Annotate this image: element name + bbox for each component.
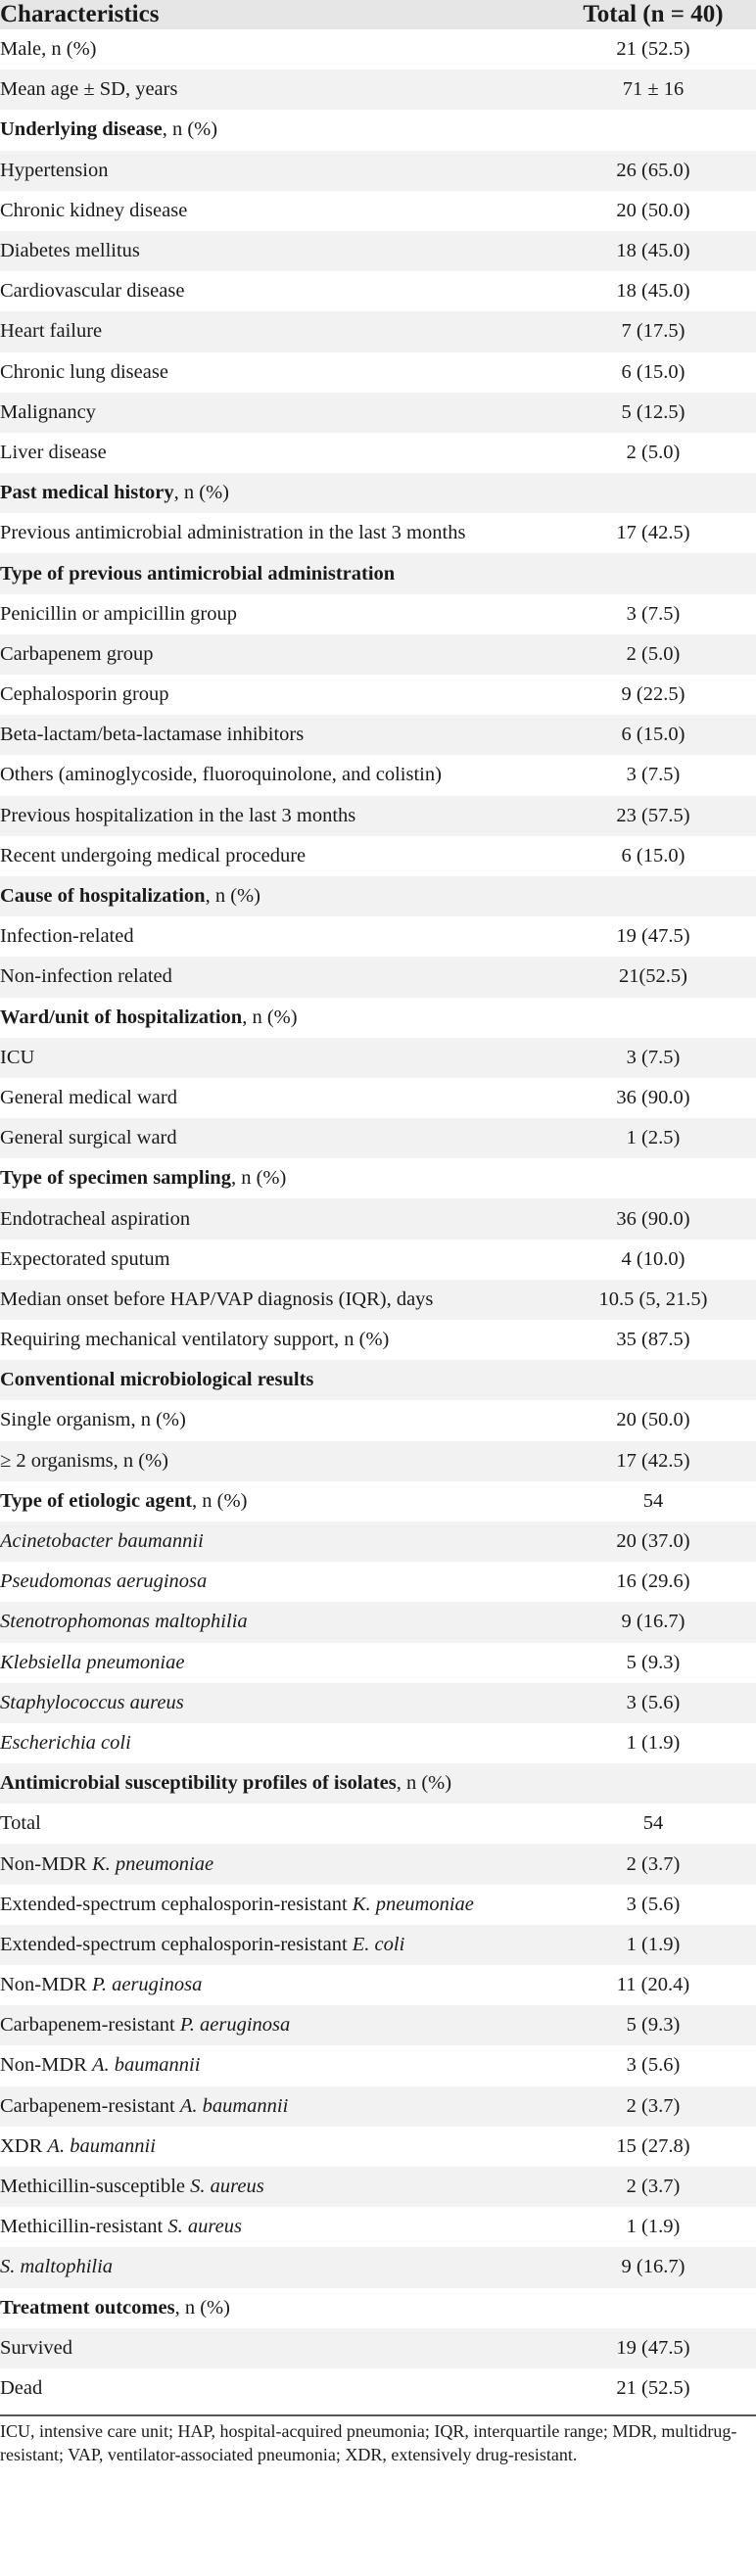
- row-label-text: Non-infection related: [0, 965, 172, 988]
- section-heading: Type of specimen sampling: [0, 1167, 231, 1190]
- row-label: [0, 805, 550, 827]
- section-heading: Conventional microbiological results: [0, 1369, 314, 1391]
- row-label-prefix: Carbapenem-resistant: [0, 2094, 180, 2117]
- table-row: [0, 1158, 756, 1198]
- header-characteristics: Characteristics: [0, 1, 160, 27]
- row-label: [0, 643, 550, 666]
- section-heading: Past medical history: [0, 482, 174, 504]
- row-label: [0, 1570, 550, 1593]
- row-label-prefix: Methicillin-susceptible: [0, 2176, 191, 2198]
- organism-name: Klebsiella pneumoniae: [0, 1651, 185, 1673]
- row-label: [0, 160, 550, 182]
- row-value: 17 (42.5): [616, 1449, 690, 1472]
- table-row: [0, 1683, 756, 1723]
- row-label: [0, 1248, 550, 1271]
- row-value: 21 (52.5): [616, 2376, 690, 2399]
- row-label: [0, 2377, 550, 2400]
- table-row: [0, 1844, 756, 1884]
- row-label: [0, 1652, 550, 1674]
- row-value: 1 (1.9): [626, 1933, 681, 1955]
- row-label-text: Malignancy: [0, 400, 96, 423]
- row-label: [0, 361, 550, 384]
- table-row: [0, 271, 756, 311]
- table-row: [0, 1885, 756, 1925]
- row-value: 2 (5.0): [626, 441, 681, 463]
- row-label: [0, 320, 550, 343]
- row-label-text: Median onset before HAP/VAP diagnosis (IQR), days: [0, 1288, 434, 1310]
- row-label: [0, 522, 550, 544]
- row-value: 4 (10.0): [621, 1247, 685, 1270]
- row-label: [0, 683, 550, 706]
- section-heading-suffix: , n (%): [173, 482, 230, 504]
- table-row: [0, 393, 756, 433]
- table-row: [0, 836, 756, 876]
- table-row: [0, 311, 756, 351]
- table-row: [0, 755, 756, 795]
- row-value: 18 (45.0): [616, 240, 690, 262]
- row-label: [0, 1894, 550, 1916]
- table-row: [0, 1198, 756, 1239]
- row-value: 2 (3.7): [626, 1852, 681, 1875]
- row-label: [0, 442, 550, 464]
- row-label: [0, 2216, 550, 2238]
- organism-name: Escherichia coli: [0, 1731, 131, 1754]
- row-label: [0, 1934, 550, 1956]
- row-label-text: General medical ward: [0, 1086, 177, 1108]
- row-value: 16 (29.6): [616, 1570, 690, 1593]
- row-label-text: Hypertension: [0, 159, 109, 181]
- row-label: [0, 118, 550, 141]
- row-value: 54: [642, 1812, 664, 1835]
- row-label: [0, 1288, 550, 1311]
- section-heading-suffix: , n (%): [174, 2296, 230, 2318]
- row-label: [0, 603, 550, 626]
- row-label: [0, 1692, 550, 1714]
- row-value: 5 (12.5): [621, 400, 685, 423]
- organism-name: A. baumannii: [47, 2134, 156, 2157]
- table-row: [0, 2005, 756, 2045]
- row-value: 21(52.5): [618, 965, 688, 988]
- table-row: [0, 1643, 756, 1683]
- table-row: [0, 433, 756, 473]
- row-label-text: Requiring mechanical ventilatory support, n (%): [0, 1329, 390, 1351]
- table-row: [0, 1481, 756, 1522]
- row-label-text: Heart failure: [0, 320, 103, 343]
- table-row: [0, 553, 756, 593]
- row-value: 21 (52.5): [616, 38, 690, 61]
- row-label-text: Survived: [0, 2336, 73, 2359]
- table-row: [0, 998, 756, 1038]
- row-label-prefix: Non-MDR: [0, 1852, 92, 1875]
- row-value: 3 (7.5): [626, 602, 681, 625]
- table-row: [0, 473, 756, 513]
- header-total: Total (n = 40): [583, 1, 724, 27]
- table-row: [0, 916, 756, 957]
- row-value: 9 (22.5): [621, 683, 685, 706]
- row-label-prefix: XDR: [0, 2134, 48, 2157]
- table-row: [0, 2045, 756, 2085]
- row-value: 7 (17.5): [621, 320, 685, 343]
- row-label: [0, 1490, 550, 1513]
- row-label-text: Chronic kidney disease: [0, 199, 188, 221]
- table-row: [0, 2328, 756, 2368]
- row-value: 3 (7.5): [626, 1046, 681, 1068]
- table-row: [0, 1803, 756, 1844]
- table-row: [0, 1360, 756, 1400]
- row-label: [0, 78, 550, 101]
- row-value: 9 (16.7): [621, 1611, 685, 1633]
- table-row: [0, 594, 756, 634]
- row-value: 2 (3.7): [626, 2176, 681, 2198]
- row-label: [0, 1530, 550, 1553]
- section-heading: Ward/unit of hospitalization: [0, 1006, 243, 1028]
- section-heading-suffix: , n (%): [205, 885, 260, 908]
- row-label-text: Penicillin or ampicillin group: [0, 602, 237, 625]
- row-label-text: Mean age ± SD, years: [0, 78, 178, 101]
- table-row: [0, 352, 756, 393]
- row-value: 36 (90.0): [616, 1207, 690, 1230]
- organism-name: P. aeruginosa: [91, 1974, 203, 1996]
- row-label-text: Others (aminoglycoside, fluoroquinolone, and colistin): [0, 764, 442, 786]
- row-value: 2 (3.7): [626, 2094, 681, 2117]
- table-body: [0, 29, 756, 2409]
- row-label: [0, 2054, 550, 2077]
- row-label-text: General surgical ward: [0, 1127, 177, 1149]
- organism-name: S. maltophilia: [0, 2256, 114, 2278]
- row-label-text: Diabetes mellitus: [0, 240, 140, 262]
- row-label-text: Recent undergoing medical procedure: [0, 844, 307, 866]
- row-label: [0, 2256, 550, 2278]
- row-value: 35 (87.5): [616, 1329, 690, 1351]
- organism-name: E. coli: [352, 1933, 405, 1955]
- row-label: [0, 1007, 550, 1029]
- row-label-text: Previous antimicrobial administration in the last 3 months: [0, 522, 466, 544]
- organism-name: S. aureus: [167, 2216, 242, 2238]
- table-row: [0, 231, 756, 271]
- section-heading-suffix: , n (%): [162, 118, 218, 141]
- row-label-text: Chronic lung disease: [0, 360, 168, 383]
- row-label: [0, 724, 550, 746]
- row-label: [0, 482, 550, 504]
- section-heading-suffix: , n (%): [396, 1772, 452, 1795]
- row-label: [0, 200, 550, 222]
- organism-name: S. aureus: [190, 2176, 264, 2198]
- row-value: 6 (15.0): [621, 844, 685, 866]
- row-label-text: ICU: [0, 1046, 35, 1068]
- row-label: [0, 1409, 550, 1431]
- row-label: [0, 885, 550, 908]
- organism-name: A. baumannii: [179, 2094, 289, 2117]
- table-row: [0, 2127, 756, 2167]
- row-value: 36 (90.0): [616, 1086, 690, 1108]
- row-label-text: Cephalosporin group: [0, 683, 169, 706]
- row-value: 5 (9.3): [626, 2014, 681, 2037]
- table-row: [0, 2167, 756, 2207]
- row-label: [0, 1167, 550, 1190]
- row-label-text: Previous hospitalization in the last 3 months: [0, 804, 356, 826]
- row-value: 9 (16.7): [621, 2256, 685, 2278]
- row-value: 1 (1.9): [626, 1731, 681, 1754]
- row-label: [0, 2014, 550, 2037]
- row-label-text: ≥ 2 organisms, n (%): [0, 1449, 169, 1472]
- row-label-text: Liver disease: [0, 441, 107, 463]
- table-row: [0, 1280, 756, 1320]
- section-heading: Type of etiologic agent: [0, 1489, 193, 1512]
- row-value: 23 (57.5): [616, 804, 690, 826]
- row-label: [0, 925, 550, 948]
- table-row: [0, 1240, 756, 1280]
- row-label: [0, 563, 550, 585]
- section-heading: Antimicrobial susceptibility profiles of isolates: [0, 1772, 397, 1795]
- row-label-text: Cardiovascular disease: [0, 280, 185, 303]
- row-label: [0, 1087, 550, 1109]
- row-value: 2 (5.0): [626, 642, 681, 665]
- table-row: [0, 2086, 756, 2127]
- table-row: [0, 2288, 756, 2328]
- table-row: [0, 1602, 756, 1642]
- row-label: [0, 1208, 550, 1231]
- row-label-prefix: Methicillin-resistant: [0, 2216, 168, 2238]
- row-label: [0, 1974, 550, 1996]
- row-label: [0, 401, 550, 424]
- row-label: [0, 764, 550, 786]
- table-row: [0, 1723, 756, 1763]
- row-value: 71 ± 16: [622, 78, 685, 101]
- row-label: [0, 2297, 550, 2319]
- table-row: [0, 2368, 756, 2409]
- table-row: [0, 1118, 756, 1158]
- table-row: [0, 1522, 756, 1562]
- row-value: 3 (5.6): [626, 1691, 681, 1713]
- organism-name: Staphylococcus aureus: [0, 1691, 184, 1713]
- row-label: [0, 1369, 550, 1391]
- row-value: 17 (42.5): [616, 522, 690, 544]
- table-row: [0, 1965, 756, 2005]
- row-value: 20 (50.0): [616, 199, 690, 221]
- row-value: 10.5 (5, 21.5): [598, 1288, 708, 1310]
- row-label-prefix: Carbapenem-resistant: [0, 2014, 180, 2037]
- row-value: 3 (7.5): [626, 764, 681, 786]
- table-row: [0, 1400, 756, 1440]
- table-header: [0, 0, 756, 29]
- organism-name: Pseudomonas aeruginosa: [0, 1570, 208, 1593]
- section-heading-suffix: , n (%): [242, 1006, 298, 1028]
- organism-name: P. aeruginosa: [179, 2014, 291, 2037]
- row-label-text: Single organism, n (%): [0, 1409, 186, 1431]
- organism-name: Acinetobacter baumannii: [0, 1530, 204, 1553]
- row-value: 5 (9.3): [626, 1651, 681, 1673]
- table-row: [0, 29, 756, 70]
- row-label: [0, 1329, 550, 1351]
- row-label-text: Expectorated sputum: [0, 1247, 170, 1270]
- row-value: 54: [642, 1489, 664, 1512]
- table-row: [0, 1320, 756, 1360]
- row-value: 6 (15.0): [621, 724, 685, 746]
- row-value: 6 (15.0): [621, 360, 685, 383]
- section-heading-suffix: , n (%): [192, 1489, 248, 1512]
- table-row: [0, 70, 756, 110]
- row-label: [0, 1127, 550, 1149]
- organism-name: Stenotrophomonas maltophilia: [0, 1611, 248, 1633]
- row-label: [0, 1047, 550, 1069]
- section-heading: Cause of hospitalization: [0, 885, 206, 908]
- row-label-prefix: Non-MDR: [0, 1974, 92, 1996]
- table-row: [0, 2207, 756, 2247]
- table-row: [0, 634, 756, 675]
- row-value: 15 (27.8): [616, 2134, 690, 2157]
- row-label-text: Endotracheal aspiration: [0, 1207, 191, 1230]
- row-label: [0, 2176, 550, 2198]
- row-label: [0, 965, 550, 988]
- row-value: 19 (47.5): [616, 2336, 690, 2359]
- table-row: [0, 675, 756, 715]
- row-label: [0, 2095, 550, 2118]
- table-row: [0, 796, 756, 836]
- table-row: [0, 1925, 756, 1965]
- table-row: [0, 110, 756, 150]
- section-heading: Underlying disease: [0, 118, 163, 141]
- row-value: 26 (65.0): [616, 159, 690, 181]
- table-row: [0, 1763, 756, 1803]
- row-label: [0, 1450, 550, 1473]
- row-value: 3 (5.6): [626, 1893, 681, 1915]
- table-row: [0, 1078, 756, 1118]
- row-label-text: Carbapenem group: [0, 642, 154, 665]
- organism-name: A. baumannii: [91, 2054, 201, 2077]
- row-label: [0, 280, 550, 303]
- table-row: [0, 191, 756, 231]
- table-row: [0, 876, 756, 916]
- row-label-prefix: Non-MDR: [0, 2054, 92, 2077]
- table-footnote: ICU, intensive care unit; HAP, hospital-acquired pneumonia; IQR, interquartile range; MDR, multidrug-resistant; VAP, ventilator-associated pneumonia; XDR, extensively drug-resistant.: [0, 2421, 737, 2464]
- row-label-text: Male, n (%): [0, 38, 97, 61]
- row-label-text: Infection-related: [0, 925, 134, 948]
- row-value: 11 (20.4): [616, 1974, 690, 1996]
- row-label: [0, 1853, 550, 1876]
- organism-name: K. pneumoniae: [352, 1893, 474, 1915]
- row-value: 19 (47.5): [616, 925, 690, 948]
- row-label-text: Beta-lactam/beta-lactamase inhibitors: [0, 724, 305, 746]
- table-row: [0, 957, 756, 997]
- row-label: [0, 2337, 550, 2360]
- row-value: 20 (37.0): [616, 1530, 690, 1553]
- row-label: [0, 1732, 550, 1755]
- table-row: [0, 513, 756, 553]
- table-row: [0, 715, 756, 755]
- section-heading-suffix: , n (%): [230, 1167, 287, 1190]
- row-value: 18 (45.0): [616, 280, 690, 303]
- row-label-text: Total: [0, 1812, 41, 1835]
- section-heading: Type of previous antimicrobial administration: [0, 562, 396, 585]
- organism-name: K. pneumoniae: [91, 1852, 214, 1875]
- table-row: [0, 2247, 756, 2287]
- row-label: [0, 845, 550, 867]
- table-row: [0, 1441, 756, 1481]
- row-label: [0, 1772, 550, 1795]
- row-value: 20 (50.0): [616, 1409, 690, 1431]
- row-value: 1 (2.5): [626, 1127, 681, 1149]
- table-row: [0, 151, 756, 191]
- row-label: [0, 1611, 550, 1633]
- row-label-prefix: Extended-spectrum cephalosporin-resistant: [0, 1893, 353, 1915]
- section-heading: Treatment outcomes: [0, 2296, 175, 2318]
- table-row: [0, 1038, 756, 1078]
- row-label-prefix: Extended-spectrum cephalosporin-resistant: [0, 1933, 353, 1955]
- table-row: [0, 1562, 756, 1602]
- row-value: 1 (1.9): [626, 2216, 681, 2238]
- row-value: 3 (5.6): [626, 2054, 681, 2077]
- row-label: [0, 38, 550, 61]
- row-label: [0, 2135, 550, 2158]
- row-label-text: Dead: [0, 2376, 43, 2399]
- row-label: [0, 240, 550, 262]
- row-label: [0, 1812, 550, 1835]
